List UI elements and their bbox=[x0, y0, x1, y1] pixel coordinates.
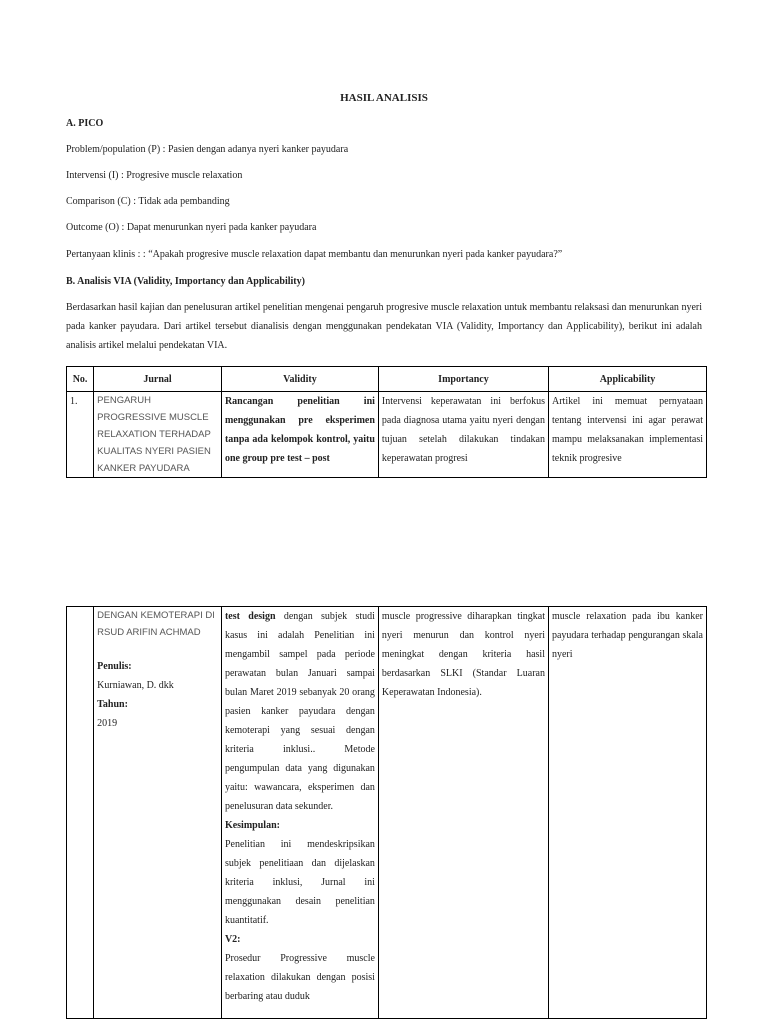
journal-title-cont: DENGAN KEMOTERAPI DI RSUD ARIFIN ACHMAD bbox=[97, 610, 215, 638]
table-row bbox=[67, 392, 707, 478]
pico-population: Problem/population (P) : Pasien dengan adanya nyeri kanker payudara bbox=[66, 144, 349, 155]
via-intro-paragraph: Berdasarkan hasil kajian dan penelusuran artikel penelitian mengenai pengaruh progresive muscle relaxation untuk membantu relaksasi dan menurunkan nyeri pada kanker payudara. Dari artikel tersebut dianalisis dengan menggunakan pendekatan VIA (Validity, Importancy dan Applicability), berikut ini adalah analisis artikel melalui pendekatan VIA. bbox=[66, 302, 702, 351]
pico-outcome: Outcome (O) : Dapat menurunkan nyeri pada kanker payudara bbox=[66, 222, 317, 233]
via-table-part-1 bbox=[66, 366, 707, 478]
table-header-row bbox=[67, 367, 707, 392]
pico-heading: A. PICO bbox=[66, 118, 104, 129]
table-row bbox=[67, 607, 707, 1019]
header-jurnal: Jurnal bbox=[94, 367, 222, 392]
pico-comparison: Comparison (C) : Tidak ada pembanding bbox=[66, 196, 230, 207]
applicability-cell: Artikel ini memuat pernyataan tentang intervensi ini agar perawat mampu melaksanakan implementasi teknik progresive bbox=[548, 392, 706, 478]
penulis-label: Penulis: bbox=[97, 661, 132, 672]
tahun-label: Tahun: bbox=[97, 699, 128, 710]
importancy-cell-cont: muscle progressive diharapkan tingkat nyeri menurun dan kontrol nyeri meningkat dengan kriteria hasil berdasarkan SLKI (Standar Luaran Keperawatan Indonesia). bbox=[378, 607, 548, 1019]
page-title: HASIL ANALISIS bbox=[340, 92, 428, 104]
journal-title: PENGARUH PROGRESSIVE MUSCLE RELAXATION TERHADAP KUALITAS NYERI PASIEN KANKER PAYUDARA bbox=[94, 392, 222, 478]
applicability-cell-cont: muscle relaxation pada ibu kanker payudara terhadap pengurangan skala nyeri bbox=[548, 607, 706, 1019]
journal-details bbox=[94, 607, 222, 1019]
row-number: 1. bbox=[67, 392, 94, 478]
via-table-part-2 bbox=[66, 606, 707, 1019]
kesimpulan-label: Kesimpulan: bbox=[224, 820, 280, 831]
validity-text: dengan subjek studi kasus ini adalah Penelitian ini mengambil sampel pada periode perawatan bulan Januari sampai bulan Maret 2019 sebanyak 20 orang pasien kanker payudara dengan kemoterapi yang sesuai dengan kriteria inklusi.. Metode pengumpulan data yang digunakan yaitu: wawancara, eksperimen dan penelusuran data sekunder. bbox=[224, 611, 375, 812]
v2-text: Prosedur Progressive muscle relaxation dilakukan dengan posisi berbaring atau duduk bbox=[224, 953, 375, 1002]
header-validity: Validity bbox=[221, 367, 378, 392]
v2-label: V2: bbox=[224, 934, 241, 945]
penulis-value: Kurniawan, D. dkk bbox=[97, 680, 174, 691]
validity-cell-cont bbox=[221, 607, 378, 1019]
kesimpulan-text: Penelitian ini mendeskripsikan subjek penelitiaan dan dijelaskan kriteria inklusi, Jurnal ini menggunakan desain penelitian kuantitatif. bbox=[224, 839, 375, 926]
via-heading: B. Analisis VIA (Validity, Importancy dan Applicability) bbox=[66, 276, 305, 287]
validity-cell: Rancangan penelitian ini menggunakan pre eksperimen tanpa ada kelompok kontrol, yaitu one group pre test – post bbox=[221, 392, 378, 478]
pico-intervention: Intervensi (I) : Progresive muscle relaxation bbox=[66, 170, 243, 181]
validity-lead: test design bbox=[224, 611, 276, 622]
pico-question: Pertanyaan klinis : : “Apakah progresive muscle relaxation dapat membantu dan menurunkan nyeri pada kanker payudara?” bbox=[66, 249, 563, 260]
header-applicability: Applicability bbox=[548, 367, 706, 392]
tahun-value: 2019 bbox=[97, 718, 118, 729]
header-importancy: Importancy bbox=[378, 367, 548, 392]
importancy-cell: Intervensi keperawatan ini berfokus pada diagnosa utama yaitu nyeri dengan tujuan setelah dilakukan tindakan keperawatan progresi bbox=[378, 392, 548, 478]
header-no: No. bbox=[67, 367, 94, 392]
row-number-cont bbox=[67, 607, 94, 1019]
